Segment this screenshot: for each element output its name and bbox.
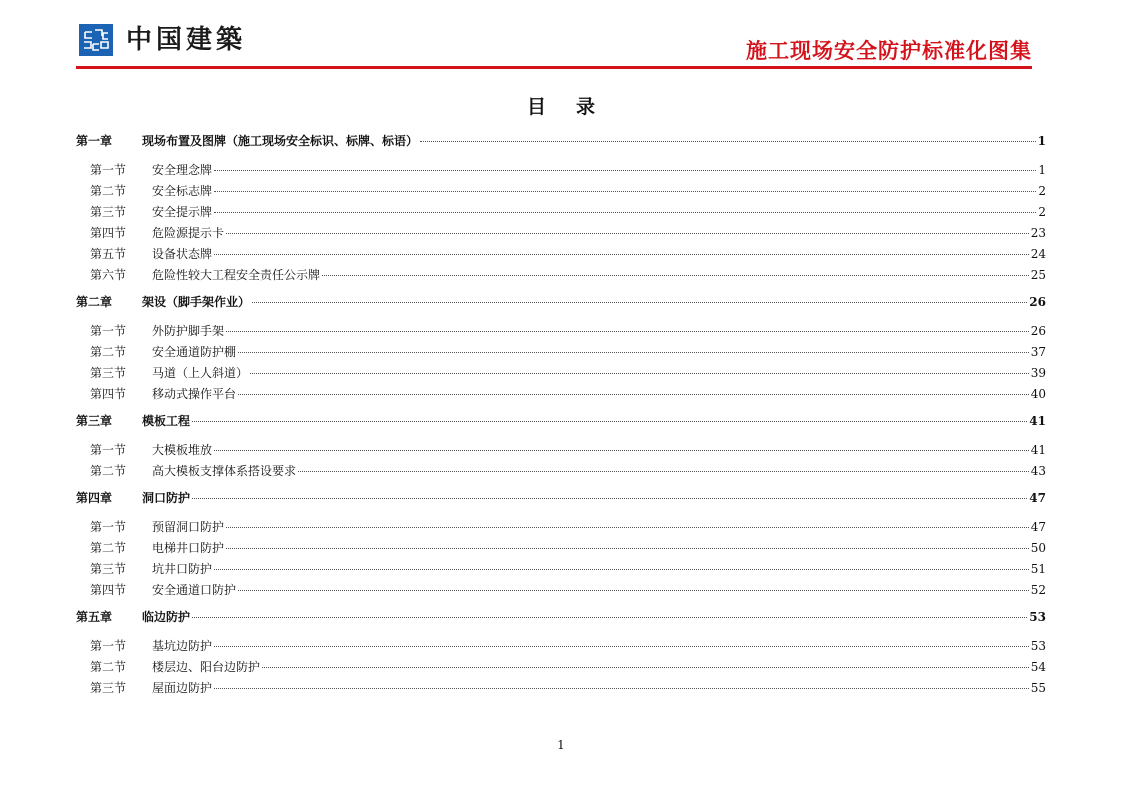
chapter-number: 第二章 — [76, 295, 113, 309]
toc-section-row[interactable] — [76, 539, 1046, 560]
section-page: 52 — [1030, 583, 1046, 597]
dot-leader — [214, 569, 1029, 570]
toc-section-row[interactable] — [76, 518, 1046, 539]
section-number: 第一节 — [90, 324, 127, 338]
section-page: 2 — [1038, 184, 1046, 198]
section-title: 危险性较大工程安全责任公示牌 — [152, 268, 321, 282]
section-number: 第一节 — [90, 443, 127, 457]
dot-leader — [214, 254, 1029, 255]
section-title: 大模板堆放 — [152, 443, 213, 457]
dot-leader — [420, 141, 1036, 142]
chapter-title: 临边防护 — [142, 610, 191, 624]
company-logo-text: 中国建築 — [126, 25, 247, 55]
toc-section-row[interactable] — [76, 637, 1046, 658]
section-title: 安全提示牌 — [152, 205, 213, 219]
header-divider — [76, 66, 1032, 69]
section-title: 电梯井口防护 — [152, 541, 225, 555]
dot-leader — [214, 450, 1029, 451]
dot-leader — [238, 394, 1029, 395]
dot-leader — [214, 191, 1036, 192]
section-page: 51 — [1030, 562, 1046, 576]
chapter-title: 洞口防护 — [142, 491, 191, 505]
toc-section-row[interactable] — [76, 658, 1046, 679]
section-number: 第二节 — [90, 345, 127, 359]
section-title: 安全理念牌 — [152, 163, 213, 177]
dot-leader — [192, 498, 1027, 499]
section-page: 23 — [1030, 226, 1046, 240]
toc-section-row[interactable] — [76, 343, 1046, 364]
toc-chapter-row[interactable] — [76, 132, 1046, 155]
section-page: 40 — [1030, 387, 1046, 401]
section-page: 39 — [1030, 366, 1046, 380]
section-number: 第一节 — [90, 520, 127, 534]
toc-section-row[interactable] — [76, 224, 1046, 245]
dot-leader — [238, 352, 1029, 353]
section-title: 预留洞口防护 — [152, 520, 225, 534]
section-title: 移动式操作平台 — [152, 387, 237, 401]
dot-leader — [192, 617, 1027, 618]
section-title: 安全通道防护棚 — [152, 345, 237, 359]
section-page: 24 — [1030, 247, 1046, 261]
section-page: 41 — [1030, 443, 1046, 457]
section-title: 设备状态牌 — [152, 247, 213, 261]
dot-leader — [226, 548, 1029, 549]
section-title: 外防护脚手架 — [152, 324, 225, 338]
section-number: 第一节 — [90, 163, 127, 177]
toc-section-row[interactable] — [76, 581, 1046, 602]
section-number: 第二节 — [90, 541, 127, 555]
dot-leader — [214, 688, 1029, 689]
section-page: 2 — [1038, 205, 1046, 219]
dot-leader — [250, 373, 1029, 374]
section-number: 第一节 — [90, 639, 127, 653]
section-number: 第三节 — [90, 681, 127, 695]
section-page: 25 — [1030, 268, 1046, 282]
dot-leader — [214, 212, 1036, 213]
chapter-page: 47 — [1029, 491, 1046, 505]
chapter-number: 第一章 — [76, 134, 113, 148]
toc-section-row[interactable] — [76, 266, 1046, 287]
section-title: 楼层边、阳台边防护 — [152, 660, 261, 674]
section-title: 安全标志牌 — [152, 184, 213, 198]
section-title: 危险源提示卡 — [152, 226, 225, 240]
toc-section-row[interactable] — [76, 679, 1046, 700]
chapter-number: 第五章 — [76, 610, 113, 624]
toc-section-row[interactable] — [76, 322, 1046, 343]
chapter-page: 26 — [1029, 295, 1046, 309]
dot-leader — [226, 233, 1029, 234]
section-title: 高大模板支撑体系搭设要求 — [152, 464, 297, 478]
section-number: 第三节 — [90, 366, 127, 380]
section-page: 43 — [1030, 464, 1046, 478]
dot-leader — [214, 646, 1029, 647]
section-page: 26 — [1030, 324, 1046, 338]
chapter-title: 模板工程 — [142, 414, 191, 428]
chapter-number: 第三章 — [76, 414, 113, 428]
section-title: 安全通道口防护 — [152, 583, 237, 597]
page-header — [76, 20, 1032, 70]
chapter-title: 架设（脚手架作业） — [142, 295, 251, 309]
section-number: 第二节 — [90, 464, 127, 478]
section-page: 37 — [1030, 345, 1046, 359]
dot-leader — [214, 170, 1036, 171]
chapter-page: 1 — [1037, 134, 1046, 148]
section-number: 第三节 — [90, 205, 127, 219]
section-number: 第二节 — [90, 184, 127, 198]
section-page: 1 — [1038, 163, 1046, 177]
page-number: 1 — [557, 738, 565, 752]
section-number: 第二节 — [90, 660, 127, 674]
section-number: 第四节 — [90, 226, 127, 240]
section-page: 53 — [1030, 639, 1046, 653]
dot-leader — [252, 302, 1027, 303]
chapter-title: 现场布置及图牌（施工现场安全标识、标牌、标语） — [142, 134, 419, 148]
dot-leader — [298, 471, 1029, 472]
toc-section-row[interactable] — [76, 441, 1046, 462]
toc-chapter-row[interactable] — [76, 489, 1046, 512]
section-page: 47 — [1030, 520, 1046, 534]
toc-section-row[interactable] — [76, 560, 1046, 581]
cscec-logo-icon — [79, 24, 113, 56]
section-number: 第四节 — [90, 387, 127, 401]
section-page: 55 — [1030, 681, 1046, 695]
dot-leader — [192, 421, 1027, 422]
dot-leader — [238, 590, 1029, 591]
toc-section-row[interactable] — [76, 385, 1046, 406]
chapter-page: 41 — [1029, 414, 1046, 428]
section-number: 第三节 — [90, 562, 127, 576]
toc-chapter-row[interactable] — [76, 412, 1046, 435]
toc-section-row[interactable] — [76, 203, 1046, 224]
section-title: 马道（上人斜道） — [152, 366, 249, 380]
chapter-number: 第四章 — [76, 491, 113, 505]
series-title: 施工现场安全防护标准化图集 — [746, 39, 1032, 63]
section-title: 基坑边防护 — [152, 639, 213, 653]
dot-leader — [226, 527, 1029, 528]
chapter-page: 53 — [1029, 610, 1046, 624]
section-number: 第六节 — [90, 268, 127, 282]
section-number: 第五节 — [90, 247, 127, 261]
toc-section-row[interactable] — [76, 245, 1046, 266]
section-title: 坑井口防护 — [152, 562, 213, 576]
section-number: 第四节 — [90, 583, 127, 597]
toc-section-row[interactable] — [76, 462, 1046, 483]
dot-leader — [262, 667, 1029, 668]
toc-section-row[interactable] — [76, 182, 1046, 203]
section-page: 54 — [1030, 660, 1046, 674]
toc-section-row[interactable] — [76, 161, 1046, 182]
section-page: 50 — [1030, 541, 1046, 555]
dot-leader — [226, 331, 1029, 332]
toc-chapter-row[interactable] — [76, 608, 1046, 631]
toc-chapter-row[interactable] — [76, 293, 1046, 316]
page-title: 目录 — [526, 96, 625, 118]
table-of-contents — [76, 132, 1046, 706]
section-title: 屋面边防护 — [152, 681, 213, 695]
toc-section-row[interactable] — [76, 364, 1046, 385]
dot-leader — [322, 275, 1029, 276]
